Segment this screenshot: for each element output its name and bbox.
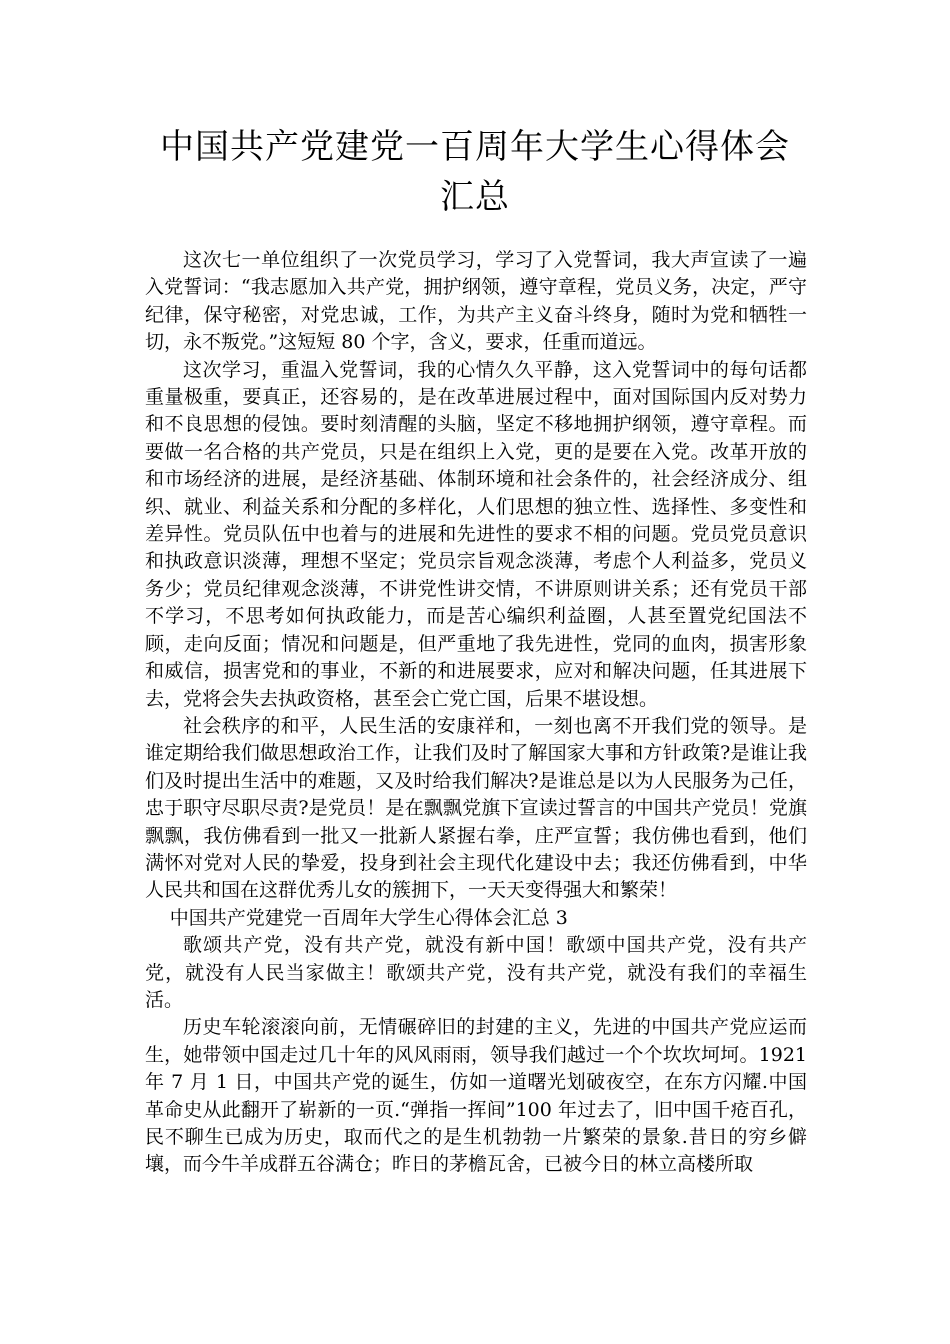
document-title [120,122,830,222]
title-line-2: 汇总 [440,177,510,217]
paragraph: 历史车轮滚滚向前，无情碾碎旧的封建的主义，先进的中国共产党应运而生，她带领中国走过几十年的风风雨雨，领导我们越过一个个坎坎坷坷。1921 年 7 月 1 日，中国共产党的诞生，仿如一道曙光划破夜空，在东方闪耀.中国革命史从此翻开了崭新的一页.“弹指一挥间”100 年过去了，旧中国千疮百孔，民不聊生已成为历史，取而代之的是生机勃勃一片繁荣的景象.昔日的穷乡僻壤，而今牛羊成群五谷满仓；昨日的茅檐瓦舍，已被今日的林立高楼所取 [145,1016,807,1176]
paragraph: 歌颂共产党，没有共产党，就没有新中国！歌颂中国共产党，没有共产党，就没有人民当家做主！歌颂共产党，没有共产党，就没有我们的幸福生活。 [145,934,807,1011]
paragraph: 这次学习，重温入党誓词，我的心情久久平静，这入党誓词中的每句话都重量极重，要真正，还容易的，是在改革进展过程中，面对国际国内反对势力和不良思想的侵蚀。要时刻清醒的头脑，坚定不移地拥护纲领，遵守章程。而要做一名合格的共产党员，只是在组织上入党，更的是要在入党。改革开放的和市场经济的进展，是经济基础、体制环境和社会条件的，社会经济成分、组织、就业、利益关系和分配的多样化，人们思想的独立性、选择性、多变性和差异性。党员队伍中也着与的进展和先进性的要求不相的问题。党员党员意识和执政意识淡薄，理想不坚定；党员宗旨观念淡薄，考虑个人利益多，党员义务少；党员纪律观念淡薄，不讲党性讲交情，不讲原则讲关系；还有党员干部不学习，不思考如何执政能力，而是苦心编织利益圈，人甚至置党纪国法不顾，走向反面；情况和问题是，但严重地了我先进性，党同的血肉，损害形象和威信，损害党和的事业，不新的和进展要求，应对和解决问题，任其进展下去，党将会失去执政资格，甚至会亡党亡国，后果不堪设想。 [145,358,807,710]
document-body [145,247,807,1179]
title-line-1: 中国共产党建党一百周年大学生心得体会 [160,127,790,167]
paragraph: 这次七一单位组织了一次党员学习，学习了入党誓词，我大声宣读了一遍入党誓词：“我志愿加入共产党，拥护纲领，遵守章程，党员义务，决定，严守纪律，保守秘密，对党忠诚，工作，为共产主义奋斗终身，随时为党和牺牲一切，永不叛党。”这短短 80 个字，含义，要求，任重而道远。 [145,249,807,354]
paragraph: 社会秩序的和平，人民生活的安康祥和，一刻也离不开我们党的领导。是谁定期给我们做思想政治工作，让我们及时了解国家大事和方针政策?是谁让我们及时提出生活中的难题，又及时给我们解决?是谁总是以为人民服务为己任，忠于职守尽职尽责?是党员！是在飘飘党旗下宣读过誓言的中国共产党员！党旗飘飘，我仿佛看到一批又一批新人紧握右拳，庄严宣誓；我仿佛也看到，他们满怀对党对人民的挚爱，投身到社会主现代化建设中去；我还仿佛看到，中华人民共和国在这群优秀儿女的簇拥下，一天天变得强大和繁荣！ [145,714,807,902]
section-heading: 中国共产党建党一百周年大学生心得体会汇总 3 [169,906,568,929]
